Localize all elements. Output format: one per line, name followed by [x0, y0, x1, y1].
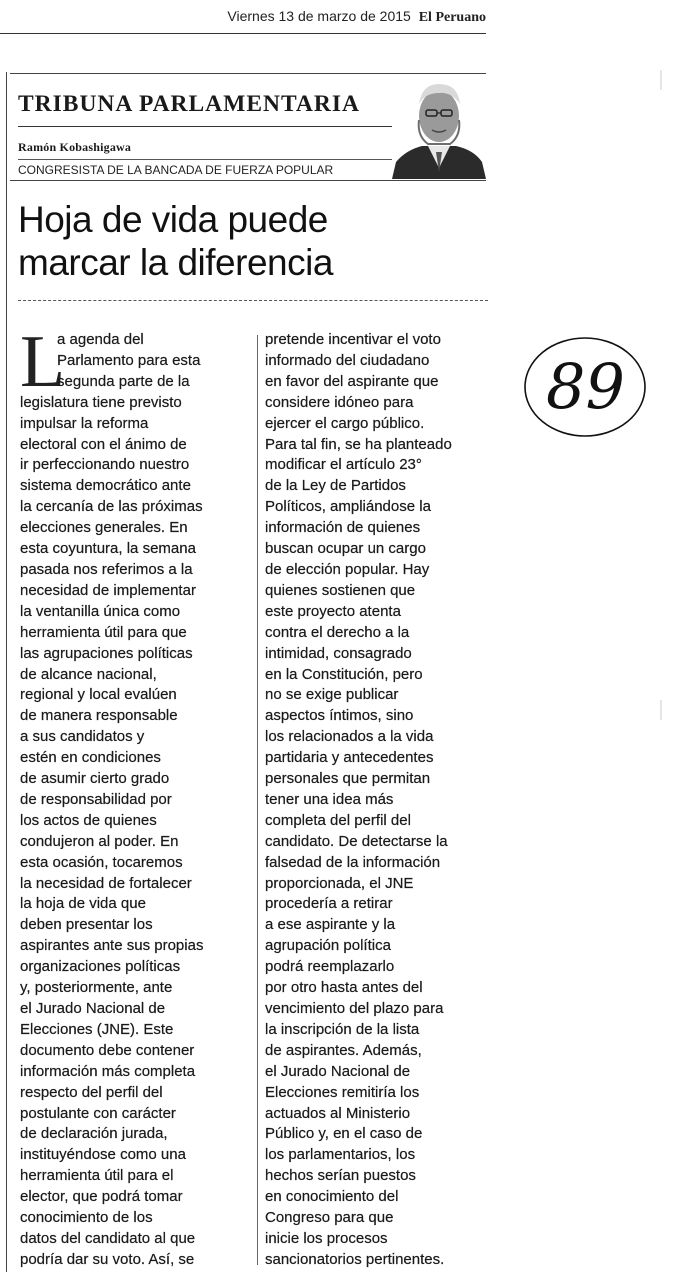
article-line: electoral con el ánimo de: [20, 435, 187, 453]
article-line: Congreso para que: [265, 1209, 394, 1227]
article-line: instituyéndose como una: [20, 1146, 186, 1164]
article-line: elecciones generales. En: [20, 519, 188, 537]
article-line: condujeron al poder. En: [20, 832, 179, 850]
article-line: los actos de quienes: [20, 811, 157, 829]
article-line: aspirantes ante sus propias: [20, 937, 204, 955]
article-line: pasada nos referimos a la: [20, 560, 193, 578]
author-name: Ramón Kobashigawa: [18, 140, 132, 154]
article-line: ir perfeccionando nuestro: [20, 456, 190, 474]
article-line: sancionatorios pertinentes.: [265, 1250, 445, 1268]
article-line: de alcance nacional,: [20, 665, 157, 683]
author-role: CONGRESISTA DE LA BANCADA DE FUERZA POPULAR: [18, 163, 334, 177]
headline: [18, 198, 333, 284]
article-line: regional y local evalúen: [20, 686, 177, 704]
article-line: aspectos íntimos, sino: [265, 707, 414, 725]
column-header-rule: [10, 73, 486, 74]
page-number-stamp: [523, 336, 648, 438]
article-line: datos del candidato al que: [20, 1229, 196, 1247]
article-line: de manera responsable: [20, 707, 178, 725]
dateline: [0, 8, 486, 26]
article-line: información más completa: [20, 1062, 196, 1080]
article-line: segunda parte de la: [57, 372, 190, 390]
dotted-separator: [18, 300, 488, 301]
article-line: impulsar la reforma: [20, 414, 149, 432]
article-line: respecto del perfil del: [20, 1083, 163, 1101]
article-line: postulante con carácter: [20, 1104, 176, 1122]
article-line: vencimiento del plazo para: [265, 1000, 444, 1017]
article-line: modificar el artículo 23°: [265, 456, 422, 474]
article-line: la necesidad de fortalecer: [20, 874, 192, 892]
article-line: los relacionados a la vida: [265, 728, 434, 746]
article-line: esta coyuntura, la semana: [20, 540, 196, 558]
article-line: conocimiento de los: [20, 1209, 153, 1227]
article-line: Parlamento para esta: [57, 351, 201, 369]
article-line: en la Constitución, pero: [265, 665, 423, 683]
section-title: TRIBUNA PARLAMENTARIA: [18, 91, 360, 117]
article-line: los parlamentarios, los: [265, 1146, 416, 1164]
headline-line: Hoja de vida puede: [18, 199, 328, 240]
author-rule: [18, 159, 394, 160]
article-line: deben presentar los: [20, 916, 153, 934]
author-portrait-icon: [392, 76, 486, 179]
scan-mark: [660, 70, 662, 90]
article-line: el Jurado Nacional de: [265, 1062, 411, 1080]
article-line: quienes sostienen que: [265, 581, 416, 599]
article-column-right: [265, 330, 497, 1271]
article-line: y, posteriormente, ante: [20, 979, 173, 997]
byline-rule: [10, 180, 486, 181]
article-line: podría dar su voto. Así, se: [20, 1250, 195, 1268]
article-line: Políticos, ampliándose la: [265, 498, 431, 516]
article-line: en conocimiento del: [265, 1188, 399, 1206]
article-line: ejercer el cargo público.: [265, 414, 425, 432]
article-line: no se exige publicar: [265, 686, 399, 704]
article-line: herramienta útil para el: [20, 1167, 174, 1185]
scan-mark: [660, 700, 662, 720]
article-line: elector, que podrá tomar: [20, 1188, 183, 1206]
article-line: a ese aspirante y la: [265, 916, 396, 934]
article-line: las agrupaciones políticas: [20, 644, 193, 662]
article-line: agrupación política: [265, 937, 391, 955]
article-line: esta ocasión, tocaremos: [20, 853, 183, 871]
article-line: podrá reemplazarlo: [265, 958, 395, 976]
article-line: la inscripción de la lista: [265, 1020, 420, 1038]
article-line: la cercanía de las próximas: [20, 498, 203, 516]
article-line: informado del ciudadano: [265, 351, 430, 369]
article-line: inicie los procesos: [265, 1229, 388, 1247]
article-line: proporcionada, el JNE: [265, 874, 414, 892]
article-line: pretende incentivar el voto: [265, 331, 441, 348]
article-line: documento debe contener: [20, 1041, 195, 1059]
top-rule: [0, 33, 486, 34]
article-line: información de quienes: [265, 519, 421, 537]
article-line: partidaria y antecedentes: [265, 749, 434, 767]
stamp-number: 89: [546, 350, 625, 423]
drop-cap: L: [20, 321, 66, 403]
article-line: la hoja de vida que: [20, 895, 146, 913]
article-line: de asumir cierto grado: [20, 770, 170, 788]
article-line: completa del perfil del: [265, 811, 411, 829]
article-line: de responsabilidad por: [20, 790, 172, 808]
article-column-left: [20, 321, 248, 1271]
issue-date: Viernes 13 de marzo de 2015: [227, 8, 411, 24]
article-line: candidato. De detectarse la: [265, 832, 448, 850]
article-line: personales que permitan: [265, 770, 431, 788]
article-line: considere idóneo para: [265, 393, 414, 411]
article-line: de elección popular. Hay: [265, 560, 430, 578]
article-line: Para tal fin, se ha planteado: [265, 435, 452, 453]
left-border-rule: [6, 72, 7, 1272]
article-line: hechos serían puestos: [265, 1167, 416, 1185]
article-line: herramienta útil para que: [20, 623, 187, 641]
article-line: sistema democrático ante: [20, 477, 191, 495]
article-line: intimidad, consagrado: [265, 644, 412, 662]
article-line: procedería a retirar: [265, 895, 393, 913]
article-line: actuados al Ministerio: [265, 1104, 411, 1122]
article-line: este proyecto atenta: [265, 602, 401, 620]
article-line: a agenda del: [57, 331, 144, 348]
publication-name: El Peruano: [418, 10, 486, 25]
column-divider: [257, 335, 258, 1265]
section-rule: [18, 126, 394, 127]
article-line: de declaración jurada,: [20, 1125, 168, 1143]
article-line: a sus candidatos y: [20, 728, 145, 746]
article-line: el Jurado Nacional de: [20, 1000, 166, 1017]
article-line: organizaciones políticas: [20, 958, 181, 976]
article-line: en favor del aspirante que: [265, 372, 439, 390]
article-line: de la Ley de Partidos: [265, 477, 406, 495]
article-line: falsedad de la información: [265, 853, 441, 871]
article-line: estén en condiciones: [20, 749, 161, 767]
article-line: tener una idea más: [265, 790, 394, 808]
article-line: la ventanilla única como: [20, 602, 181, 620]
article-line: de aspirantes. Además,: [265, 1041, 422, 1059]
article-line: Elecciones remitiría los: [265, 1083, 420, 1101]
article-line: buscan ocupar un cargo: [265, 540, 426, 558]
article-line: Elecciones (JNE). Este: [20, 1020, 174, 1038]
article-line: necesidad de implementar: [20, 581, 196, 599]
article-line: por otro hasta antes del: [265, 979, 423, 997]
article-line: contra el derecho a la: [265, 623, 410, 641]
article-line: legislatura tiene previsto: [20, 393, 182, 411]
article-line: Público y, en el caso de: [265, 1125, 423, 1143]
headline-line: marcar la diferencia: [18, 242, 333, 283]
